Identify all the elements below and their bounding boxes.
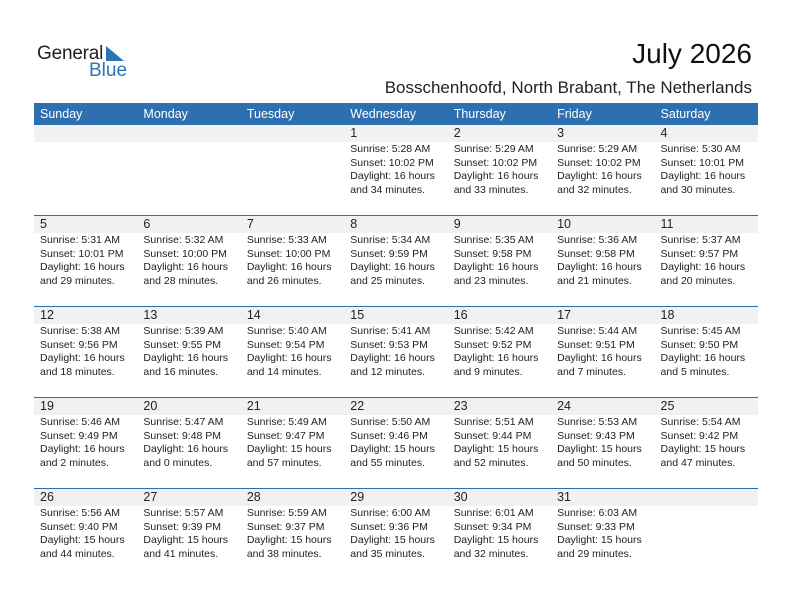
- day-cell: [241, 489, 344, 561]
- week-row: [34, 215, 758, 306]
- daylight-minutes-text: and 47 minutes.: [660, 456, 736, 469]
- sunset-text: Sunset: 10:00 PM: [246, 247, 331, 260]
- day-number: 31: [557, 490, 572, 504]
- sunrise-text: Sunrise: 5:42 AM: [453, 325, 534, 337]
- day-info: [350, 507, 447, 561]
- day-number: 9: [453, 217, 461, 231]
- day-info: [143, 416, 240, 470]
- day-info: [454, 234, 551, 288]
- week-row: [34, 306, 758, 397]
- sunset-text: Sunset: 10:02 PM: [557, 156, 641, 169]
- daylight-text: Daylight: 15 hours: [143, 534, 229, 547]
- sunrise-text: Sunrise: 5:46 AM: [40, 416, 120, 428]
- day-number: 26: [40, 490, 54, 504]
- sunset-text: Sunset: 9:44 PM: [453, 429, 532, 442]
- day-number: 18: [660, 308, 675, 322]
- day-number: 19: [40, 399, 54, 413]
- sunset-text: Sunset: 9:48 PM: [143, 429, 222, 442]
- day-number: 27: [143, 490, 158, 504]
- day-cell: [448, 489, 551, 561]
- daylight-minutes-text: and 16 minutes.: [143, 365, 219, 378]
- daylight-text: Daylight: 15 hours: [350, 443, 435, 456]
- sunset-text: Sunset: 9:33 PM: [557, 520, 635, 533]
- day-number: 2: [453, 126, 461, 140]
- sunset-text: Sunset: 9:39 PM: [143, 520, 222, 533]
- day-cell: [551, 489, 654, 561]
- daylight-text: Daylight: 15 hours: [453, 443, 539, 456]
- daylight-minutes-text: and 26 minutes.: [246, 274, 322, 287]
- daylight-minutes-text: and 5 minutes.: [660, 365, 730, 378]
- day-cell: [241, 216, 344, 288]
- weekday-tuesday: Tuesday: [246, 107, 295, 121]
- day-cell: [137, 216, 240, 288]
- sunrise-text: Sunrise: 5:33 AM: [246, 234, 327, 246]
- week-row: [34, 125, 758, 215]
- weekday-monday: Monday: [143, 107, 188, 121]
- day-number: 30: [453, 490, 468, 504]
- day-info: [350, 416, 447, 470]
- day-cell: [241, 398, 344, 470]
- day-cell: [655, 489, 758, 561]
- day-cell: [137, 307, 240, 379]
- sunset-text: Sunset: 9:58 PM: [557, 247, 635, 260]
- day-cell: [344, 307, 447, 379]
- daylight-minutes-text: and 41 minutes.: [143, 547, 219, 560]
- sunset-text: Sunset: 9:51 PM: [557, 338, 635, 351]
- daylight-text: Daylight: 16 hours: [143, 261, 229, 274]
- day-number: [247, 125, 344, 142]
- sunrise-text: Sunrise: 5:30 AM: [660, 143, 741, 155]
- day-cell: [448, 216, 551, 288]
- day-info: [143, 234, 240, 288]
- day-info: [40, 416, 137, 470]
- day-info: [40, 325, 137, 379]
- sunrise-text: Sunrise: 5:59 AM: [246, 507, 327, 519]
- day-cell: [655, 398, 758, 470]
- day-cell: [34, 307, 137, 379]
- sunrise-text: Sunrise: 5:40 AM: [246, 325, 327, 337]
- day-info: [350, 234, 447, 288]
- logo: [37, 43, 137, 83]
- location-subtitle: Bosschenhoofd, North Brabant, The Netherlands: [384, 78, 752, 97]
- day-number: 14: [246, 308, 261, 322]
- weekday-wednesday: Wednesday: [350, 107, 417, 121]
- sunrise-text: Sunrise: 5:35 AM: [453, 234, 534, 246]
- day-info: [454, 325, 551, 379]
- day-number: 4: [660, 126, 668, 140]
- day-number: 12: [40, 308, 54, 322]
- day-cell: [344, 216, 447, 288]
- day-cell: [448, 398, 551, 470]
- sunset-text: Sunset: 9:54 PM: [246, 338, 325, 351]
- sunrise-text: Sunrise: 5:32 AM: [143, 234, 224, 246]
- daylight-text: Daylight: 16 hours: [453, 352, 539, 365]
- sunrise-text: Sunrise: 5:47 AM: [143, 416, 224, 428]
- daylight-minutes-text: and 25 minutes.: [350, 274, 425, 287]
- sunset-text: Sunset: 9:53 PM: [350, 338, 428, 351]
- daylight-minutes-text: and 57 minutes.: [246, 456, 322, 469]
- sunrise-text: Sunrise: 6:00 AM: [350, 507, 431, 519]
- day-number: [40, 125, 137, 142]
- daylight-minutes-text: and 7 minutes.: [557, 365, 626, 378]
- daylight-text: Daylight: 16 hours: [453, 261, 539, 274]
- day-cell: [551, 398, 654, 470]
- daylight-minutes-text: and 14 minutes.: [246, 365, 322, 378]
- daylight-text: Daylight: 16 hours: [40, 443, 125, 456]
- day-cell: [551, 216, 654, 288]
- sunrise-text: Sunrise: 5:45 AM: [660, 325, 741, 337]
- day-info: [661, 234, 758, 288]
- day-number: 13: [143, 308, 158, 322]
- day-cell: [448, 307, 551, 379]
- sunset-text: Sunset: 10:01 PM: [660, 156, 744, 169]
- sunset-text: Sunset: 9:34 PM: [453, 520, 532, 533]
- daylight-text: Daylight: 16 hours: [350, 170, 435, 183]
- triangle-flag-icon: [106, 46, 124, 61]
- daylight-minutes-text: and 35 minutes.: [350, 547, 425, 560]
- daylight-minutes-text: and 32 minutes.: [453, 547, 529, 560]
- page-title: July 2026: [632, 38, 752, 69]
- daylight-minutes-text: and 0 minutes.: [143, 456, 213, 469]
- daylight-text: Daylight: 15 hours: [246, 534, 332, 547]
- weekday-sunday: Sunday: [40, 107, 83, 121]
- daylight-text: Daylight: 16 hours: [143, 352, 229, 365]
- sunset-text: Sunset: 9:49 PM: [40, 429, 118, 442]
- sunrise-text: Sunrise: 5:31 AM: [40, 234, 120, 246]
- daylight-minutes-text: and 29 minutes.: [557, 547, 632, 560]
- daylight-text: Daylight: 16 hours: [350, 352, 435, 365]
- day-info: [557, 143, 654, 197]
- day-number: 6: [143, 217, 151, 231]
- day-info: [557, 234, 654, 288]
- daylight-minutes-text: and 21 minutes.: [557, 274, 632, 287]
- sunrise-text: Sunrise: 5:57 AM: [143, 507, 224, 519]
- sunset-text: Sunset: 9:58 PM: [453, 247, 532, 260]
- day-info: [557, 325, 654, 379]
- weekday-thursday: Thursday: [453, 107, 506, 121]
- daylight-text: Daylight: 16 hours: [350, 261, 435, 274]
- sunrise-text: Sunrise: 5:28 AM: [350, 143, 431, 155]
- sunrise-text: Sunrise: 5:38 AM: [40, 325, 120, 337]
- daylight-text: Daylight: 16 hours: [246, 352, 332, 365]
- daylight-text: Daylight: 16 hours: [40, 352, 125, 365]
- daylight-minutes-text: and 30 minutes.: [660, 183, 736, 196]
- daylight-minutes-text: and 33 minutes.: [453, 183, 529, 196]
- daylight-minutes-text: and 29 minutes.: [40, 274, 115, 287]
- weekday-saturday: Saturday: [660, 107, 711, 121]
- day-number: 17: [557, 308, 572, 322]
- sunset-text: Sunset: 10:02 PM: [350, 156, 434, 169]
- daylight-text: Daylight: 15 hours: [660, 443, 746, 456]
- day-number: 3: [557, 126, 565, 140]
- sunrise-text: Sunrise: 6:03 AM: [557, 507, 638, 519]
- daylight-text: Daylight: 16 hours: [40, 261, 125, 274]
- day-number: 28: [246, 490, 261, 504]
- day-info: [350, 143, 447, 197]
- daylight-minutes-text: and 9 minutes.: [453, 365, 523, 378]
- daylight-minutes-text: and 2 minutes.: [40, 456, 109, 469]
- day-number: 21: [246, 399, 261, 413]
- day-info: [661, 325, 758, 379]
- day-info: [40, 234, 137, 288]
- daylight-minutes-text: and 55 minutes.: [350, 456, 425, 469]
- day-number: [661, 489, 758, 506]
- sunrise-text: Sunrise: 5:44 AM: [557, 325, 638, 337]
- daylight-text: Daylight: 16 hours: [557, 261, 642, 274]
- daylight-minutes-text: and 34 minutes.: [350, 183, 425, 196]
- daylight-text: Daylight: 15 hours: [453, 534, 539, 547]
- day-info: [40, 507, 137, 561]
- day-info: [143, 507, 240, 561]
- day-cell: [34, 125, 137, 197]
- day-cell: [137, 125, 240, 197]
- day-number: 16: [453, 308, 468, 322]
- daylight-minutes-text: and 18 minutes.: [40, 365, 115, 378]
- day-cell: [241, 125, 344, 197]
- day-cell: [655, 307, 758, 379]
- sunset-text: Sunset: 9:37 PM: [246, 520, 325, 533]
- daylight-text: Daylight: 16 hours: [557, 352, 642, 365]
- day-info: [247, 325, 344, 379]
- daylight-text: Daylight: 15 hours: [246, 443, 332, 456]
- sunset-text: Sunset: 9:56 PM: [40, 338, 118, 351]
- sunrise-text: Sunrise: 5:29 AM: [453, 143, 534, 155]
- daylight-minutes-text: and 28 minutes.: [143, 274, 219, 287]
- logo-word-general: General: [37, 43, 104, 64]
- sunrise-text: Sunrise: 5:41 AM: [350, 325, 431, 337]
- daylight-minutes-text: and 20 minutes.: [660, 274, 736, 287]
- weekday-header-row: [34, 103, 758, 125]
- sunset-text: Sunset: 9:57 PM: [660, 247, 739, 260]
- day-number: 25: [660, 399, 675, 413]
- sunrise-text: Sunrise: 5:37 AM: [660, 234, 741, 246]
- day-info: [557, 507, 654, 561]
- day-cell: [34, 489, 137, 561]
- day-info: [350, 325, 447, 379]
- sunrise-text: Sunrise: 6:01 AM: [453, 507, 534, 519]
- day-cell: [655, 216, 758, 288]
- day-cell: [34, 398, 137, 470]
- day-info: [454, 416, 551, 470]
- daylight-minutes-text: and 50 minutes.: [557, 456, 632, 469]
- day-number: 8: [350, 217, 358, 231]
- day-number: 20: [143, 399, 158, 413]
- day-info: [247, 416, 344, 470]
- sunrise-text: Sunrise: 5:54 AM: [660, 416, 741, 428]
- sunrise-text: Sunrise: 5:39 AM: [143, 325, 224, 337]
- calendar-grid: [34, 103, 758, 579]
- day-info: [454, 143, 551, 197]
- day-info: [661, 416, 758, 470]
- sunset-text: Sunset: 9:36 PM: [350, 520, 428, 533]
- daylight-text: Daylight: 16 hours: [143, 443, 229, 456]
- sunset-text: Sunset: 9:55 PM: [143, 338, 222, 351]
- sunrise-text: Sunrise: 5:50 AM: [350, 416, 431, 428]
- daylight-minutes-text: and 52 minutes.: [453, 456, 529, 469]
- day-number: 22: [350, 399, 365, 413]
- day-info: [661, 143, 758, 197]
- sunset-text: Sunset: 9:46 PM: [350, 429, 428, 442]
- daylight-text: Daylight: 16 hours: [660, 261, 746, 274]
- sunrise-text: Sunrise: 5:29 AM: [557, 143, 638, 155]
- daylight-text: Daylight: 16 hours: [660, 352, 746, 365]
- day-info: [247, 507, 344, 561]
- day-info: [247, 234, 344, 288]
- day-cell: [551, 125, 654, 197]
- daylight-text: Daylight: 16 hours: [453, 170, 539, 183]
- sunset-text: Sunset: 9:47 PM: [246, 429, 325, 442]
- day-number: 24: [557, 399, 572, 413]
- sunset-text: Sunset: 9:42 PM: [660, 429, 739, 442]
- sunrise-text: Sunrise: 5:36 AM: [557, 234, 638, 246]
- day-number: 11: [660, 217, 674, 231]
- day-cell: [344, 125, 447, 197]
- day-cell: [34, 216, 137, 288]
- daylight-minutes-text: and 23 minutes.: [453, 274, 529, 287]
- day-number: 10: [557, 217, 572, 231]
- day-number: 29: [350, 490, 365, 504]
- week-row: [34, 397, 758, 488]
- sunset-text: Sunset: 9:50 PM: [660, 338, 739, 351]
- sunset-text: Sunset: 10:01 PM: [40, 247, 124, 260]
- day-cell: [241, 307, 344, 379]
- daylight-text: Daylight: 15 hours: [557, 534, 642, 547]
- sunset-text: Sunset: 9:52 PM: [453, 338, 532, 351]
- daylight-minutes-text: and 12 minutes.: [350, 365, 425, 378]
- daylight-text: Daylight: 16 hours: [246, 261, 332, 274]
- day-info: [143, 325, 240, 379]
- day-cell: [344, 398, 447, 470]
- sunrise-text: Sunrise: 5:53 AM: [557, 416, 638, 428]
- daylight-minutes-text: and 38 minutes.: [246, 547, 322, 560]
- sunset-text: Sunset: 9:43 PM: [557, 429, 635, 442]
- sunrise-text: Sunrise: 5:51 AM: [453, 416, 534, 428]
- sunset-text: Sunset: 9:59 PM: [350, 247, 428, 260]
- day-cell: [137, 398, 240, 470]
- weekday-friday: Friday: [557, 107, 592, 121]
- daylight-text: Daylight: 15 hours: [350, 534, 435, 547]
- day-number: 23: [453, 399, 468, 413]
- daylight-text: Daylight: 16 hours: [660, 170, 746, 183]
- day-number: 15: [350, 308, 365, 322]
- day-number: 7: [246, 217, 254, 231]
- day-info: [454, 507, 551, 561]
- day-cell: [137, 489, 240, 561]
- daylight-text: Daylight: 15 hours: [557, 443, 642, 456]
- sunrise-text: Sunrise: 5:49 AM: [246, 416, 327, 428]
- day-info: [557, 416, 654, 470]
- week-row: [34, 488, 758, 579]
- day-number: [143, 125, 240, 142]
- day-number: 1: [350, 126, 358, 140]
- daylight-text: Daylight: 15 hours: [40, 534, 125, 547]
- daylight-minutes-text: and 32 minutes.: [557, 183, 632, 196]
- sunset-text: Sunset: 10:00 PM: [143, 247, 227, 260]
- daylight-text: Daylight: 16 hours: [557, 170, 642, 183]
- daylight-minutes-text: and 44 minutes.: [40, 547, 115, 560]
- day-cell: [344, 489, 447, 561]
- day-cell: [448, 125, 551, 197]
- sunrise-text: Sunrise: 5:56 AM: [40, 507, 120, 519]
- sunset-text: Sunset: 9:40 PM: [40, 520, 118, 533]
- logo-word-blue: Blue: [89, 60, 128, 81]
- sunrise-text: Sunrise: 5:34 AM: [350, 234, 431, 246]
- day-cell: [655, 125, 758, 197]
- day-cell: [551, 307, 654, 379]
- sunset-text: Sunset: 10:02 PM: [453, 156, 538, 169]
- day-number: 5: [40, 217, 47, 231]
